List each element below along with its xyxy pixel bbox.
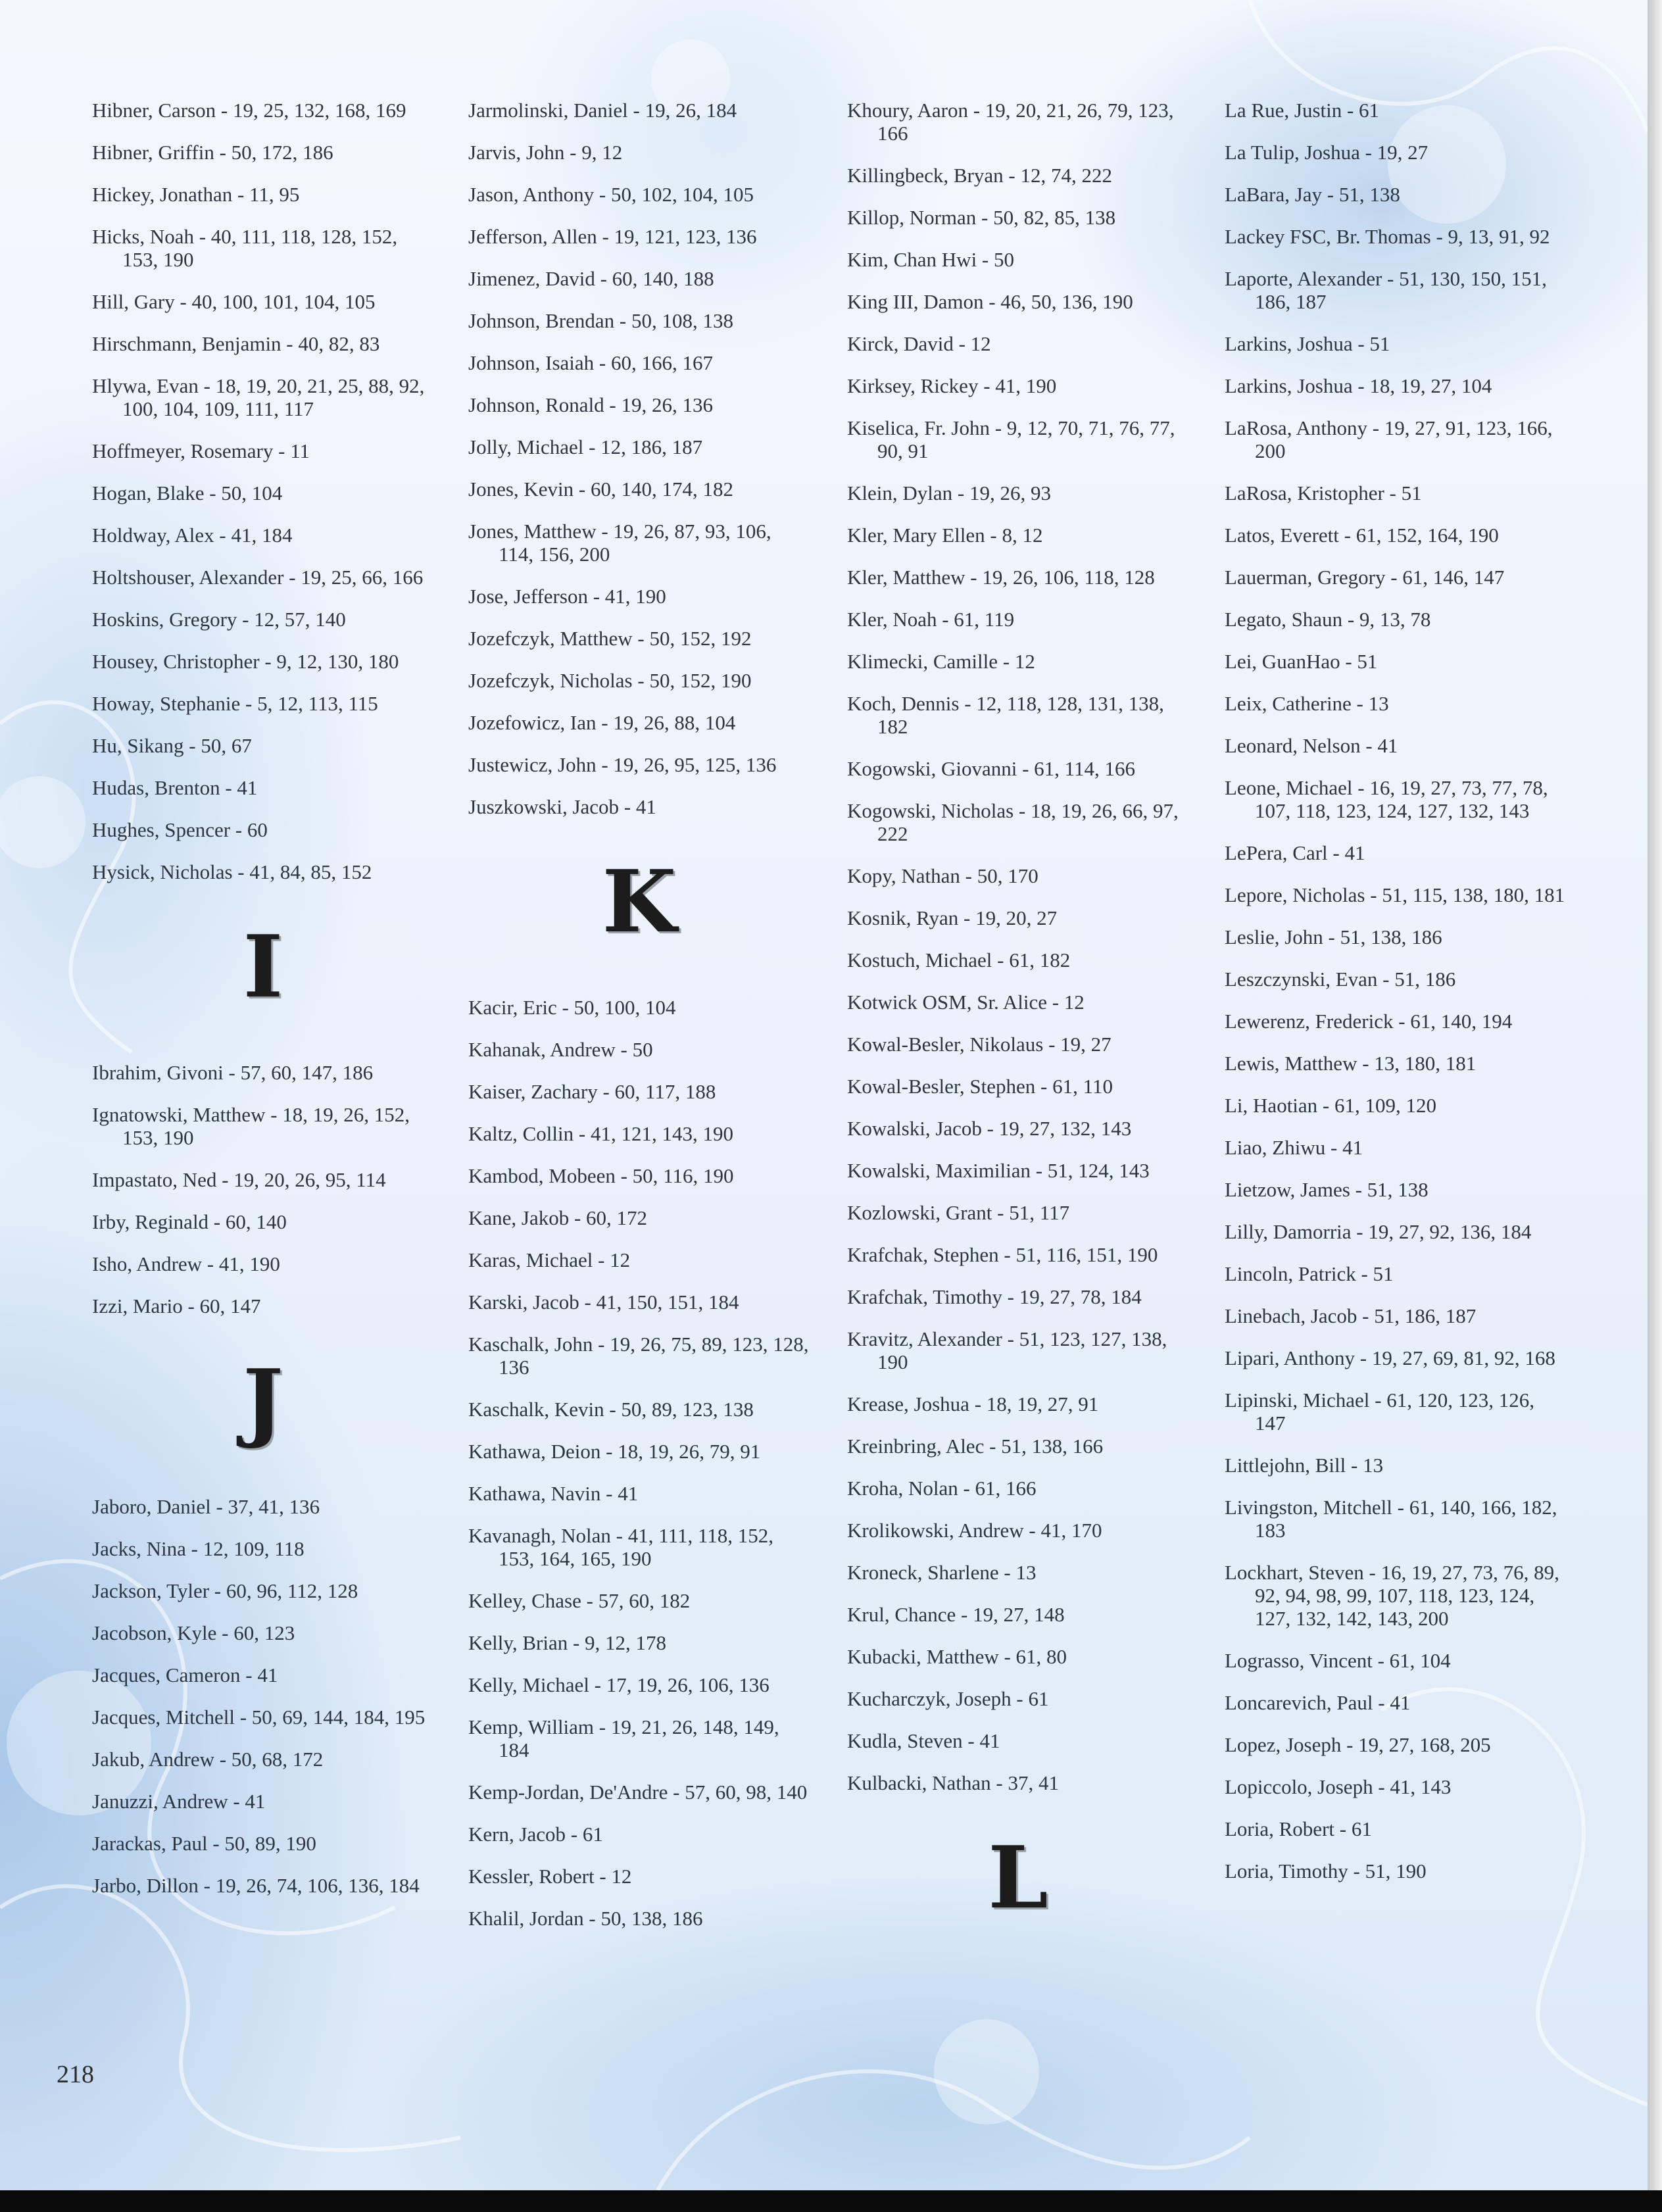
index-entry: Jaboro, Daniel - 37, 41, 136 (92, 1495, 320, 1518)
index-entry: Kowal-Besler, Stephen - 61, 110 (847, 1075, 1113, 1098)
index-entry: Legato, Shaun - 9, 13, 78 (1225, 608, 1431, 631)
index-entry: Kelly, Brian - 9, 12, 178 (468, 1631, 667, 1654)
index-entry: Khoury, Aaron - 19, 20, 21, 26, 79, 123, 166 (847, 99, 1174, 145)
index-entry: Jason, Anthony - 50, 102, 104, 105 (468, 183, 754, 206)
index-entry: Justewicz, John - 19, 26, 95, 125, 136 (468, 753, 777, 776)
index-entry: Hill, Gary - 40, 100, 101, 104, 105 (92, 290, 376, 313)
index-entry: Larkins, Joshua - 18, 19, 27, 104 (1225, 374, 1492, 397)
index-entry: Kirksey, Rickey - 41, 190 (847, 374, 1057, 397)
index-entry: Killingbeck, Bryan - 12, 74, 222 (847, 164, 1112, 187)
index-entry: Kaschalk, John - 19, 26, 75, 89, 123, 128, 136 (468, 1333, 809, 1379)
index-entry: Jozefowicz, Ian - 19, 26, 88, 104 (468, 711, 736, 734)
index-entry: Jacques, Cameron - 41 (92, 1663, 278, 1686)
index-entry: Kacir, Eric - 50, 100, 104 (468, 996, 676, 1019)
index-entry: Kogowski, Nicholas - 18, 19, 26, 66, 97, 222 (847, 799, 1179, 845)
index-entry: Kelly, Michael - 17, 19, 26, 106, 136 (468, 1673, 770, 1696)
index-entry: Kreinbring, Alec - 51, 138, 166 (847, 1435, 1104, 1458)
index-entry: Krafchak, Timothy - 19, 27, 78, 184 (847, 1285, 1142, 1308)
index-entry: Kroha, Nolan - 61, 166 (847, 1477, 1037, 1500)
index-entry: Koch, Dennis - 12, 118, 128, 131, 138, 182 (847, 692, 1164, 738)
index-entry: Hicks, Noah - 40, 111, 118, 128, 152, 153, 190 (92, 225, 398, 271)
index-entry: Hu, Sikang - 50, 67 (92, 734, 252, 757)
index-entry: Littlejohn, Bill - 13 (1225, 1454, 1384, 1477)
index-column-3 (847, 99, 1189, 1972)
index-entry: Kavanagh, Nolan - 41, 111, 118, 152, 153, 164, 165, 190 (468, 1524, 774, 1570)
index-entry: Kowal-Besler, Nikolaus - 19, 27 (847, 1033, 1112, 1056)
index-column-4 (1225, 99, 1567, 1902)
index-entry: Johnson, Brendan - 50, 108, 138 (468, 309, 733, 332)
index-entry: Hughes, Spencer - 60 (92, 818, 268, 841)
index-entry: Kane, Jakob - 60, 172 (468, 1206, 648, 1229)
index-entry: Ibrahim, Givoni - 57, 60, 147, 186 (92, 1061, 374, 1084)
index-entry: Leonard, Nelson - 41 (1225, 734, 1398, 757)
index-entry: Lopiccolo, Joseph - 41, 143 (1225, 1775, 1452, 1798)
index-entry: Lograsso, Vincent - 61, 104 (1225, 1649, 1451, 1672)
index-entry: Howay, Stephanie - 5, 12, 113, 115 (92, 692, 378, 715)
index-entry: Hoffmeyer, Rosemary - 11 (92, 439, 310, 462)
index-entry: Loria, Timothy - 51, 190 (1225, 1859, 1427, 1882)
page-edge (1648, 0, 1662, 2190)
index-entry: Leszczynski, Evan - 51, 186 (1225, 968, 1456, 991)
index-entry: Jozefczyk, Matthew - 50, 152, 192 (468, 627, 752, 650)
index-entry: Hibner, Carson - 19, 25, 132, 168, 169 (92, 99, 406, 122)
index-entry: Kahanak, Andrew - 50 (468, 1038, 653, 1061)
index-entry: Kirck, David - 12 (847, 332, 991, 355)
index-entry: Jarmolinski, Daniel - 19, 26, 184 (468, 99, 737, 122)
index-entry: Linebach, Jacob - 51, 186, 187 (1225, 1304, 1477, 1327)
index-entry: Johnson, Isaiah - 60, 166, 167 (468, 351, 713, 374)
index-entry: Kozlowski, Grant - 51, 117 (847, 1201, 1070, 1224)
index-entry: Killop, Norman - 50, 82, 85, 138 (847, 206, 1116, 229)
section-letter: J (243, 1350, 283, 1451)
index-entry: Kelley, Chase - 57, 60, 182 (468, 1589, 691, 1612)
index-entry: Jarvis, John - 9, 12 (468, 141, 623, 164)
index-entry: Lilly, Damorria - 19, 27, 92, 136, 184 (1225, 1220, 1532, 1243)
index-entry: Hudas, Brenton - 41 (92, 776, 258, 799)
index-entry: Kern, Jacob - 61 (468, 1823, 603, 1846)
index-entry: Kravitz, Alexander - 51, 123, 127, 138, 190 (847, 1327, 1167, 1373)
index-entry: Lauerman, Gregory - 61, 146, 147 (1225, 566, 1505, 589)
index-entry: Krul, Chance - 19, 27, 148 (847, 1603, 1065, 1626)
index-entry: Jimenez, David - 60, 140, 188 (468, 267, 714, 290)
index-entry: Housey, Christopher - 9, 12, 130, 180 (92, 650, 399, 673)
index-entry: Khalil, Jordan - 50, 138, 186 (468, 1907, 703, 1930)
index-entry: Ignatowski, Matthew - 18, 19, 26, 152, 153, 190 (92, 1103, 410, 1149)
index-entry: Jakub, Andrew - 50, 68, 172 (92, 1748, 324, 1771)
index-entry: Juszkowski, Jacob - 41 (468, 795, 656, 818)
index-entry: Lopez, Joseph - 19, 27, 168, 205 (1225, 1733, 1491, 1756)
index-entry: Lockhart, Steven - 16, 19, 27, 73, 76, 89, 92, 94, 98, 99, 107, 118, 123, 124, 127, 132, 142, 143, 200 (1225, 1561, 1559, 1630)
index-entry: King III, Damon - 46, 50, 136, 190 (847, 290, 1133, 313)
index-entry: Lietzow, James - 51, 138 (1225, 1178, 1429, 1201)
index-entry: Johnson, Ronald - 19, 26, 136 (468, 393, 713, 416)
index-entry: Hirschmann, Benjamin - 40, 82, 83 (92, 332, 380, 355)
index-entry: Kudla, Steven - 41 (847, 1729, 1000, 1752)
index-entry: Jones, Kevin - 60, 140, 174, 182 (468, 478, 733, 501)
index-entry: Krafchak, Stephen - 51, 116, 151, 190 (847, 1243, 1158, 1266)
index-entry: Laporte, Alexander - 51, 130, 150, 151, 186, 187 (1225, 267, 1547, 313)
index-entry: La Rue, Justin - 61 (1225, 99, 1380, 122)
index-entry: Irby, Reginald - 60, 140 (92, 1210, 287, 1233)
index-entry: Impastato, Ned - 19, 20, 26, 95, 114 (92, 1168, 386, 1191)
index-entry: Leix, Catherine - 13 (1225, 692, 1389, 715)
index-entry: Jefferson, Allen - 19, 121, 123, 136 (468, 225, 757, 248)
index-entry: Kopy, Nathan - 50, 170 (847, 864, 1039, 887)
index-entry: Lepore, Nicholas - 51, 115, 138, 180, 181 (1225, 883, 1565, 906)
section-letter: L (988, 1827, 1048, 1928)
index-entry: LaRosa, Anthony - 19, 27, 91, 123, 166, 200 (1225, 416, 1553, 462)
index-entry: Loria, Robert - 61 (1225, 1817, 1372, 1840)
index-entry: Hibner, Griffin - 50, 172, 186 (92, 141, 333, 164)
index-entry: Hickey, Jonathan - 11, 95 (92, 183, 300, 206)
index-entry: Krolikowski, Andrew - 41, 170 (847, 1519, 1102, 1542)
index-entry: Jones, Matthew - 19, 26, 87, 93, 106, 114, 156, 200 (468, 520, 771, 566)
index-entry: La Tulip, Joshua - 19, 27 (1225, 141, 1429, 164)
index-entry: Jolly, Michael - 12, 186, 187 (468, 435, 703, 458)
index-entry: Jose, Jefferson - 41, 190 (468, 585, 666, 608)
index-entry: Jackson, Tyler - 60, 96, 112, 128 (92, 1579, 358, 1602)
index-entry: Jacobson, Kyle - 60, 123 (92, 1621, 295, 1644)
index-entry: Latos, Everett - 61, 152, 164, 190 (1225, 524, 1499, 547)
index-entry: Jarackas, Paul - 50, 89, 190 (92, 1832, 316, 1855)
index-entry: Lincoln, Patrick - 51 (1225, 1262, 1394, 1285)
index-entry: Kambod, Mobeen - 50, 116, 190 (468, 1164, 734, 1187)
index-entry: LaRosa, Kristopher - 51 (1225, 481, 1422, 504)
index-entry: Kroneck, Sharlene - 13 (847, 1561, 1037, 1584)
page-number: 218 (57, 2061, 94, 2088)
scan-border (0, 2190, 1662, 2212)
index-entry: Kosnik, Ryan - 19, 20, 27 (847, 906, 1058, 929)
index-entry: Holtshouser, Alexander - 19, 25, 66, 166 (92, 566, 424, 589)
index-entry: Kathawa, Navin - 41 (468, 1482, 639, 1505)
index-entry: Kler, Matthew - 19, 26, 106, 118, 128 (847, 566, 1155, 589)
index-entry: Jacques, Mitchell - 50, 69, 144, 184, 195 (92, 1706, 426, 1729)
index-entry: Kessler, Robert - 12 (468, 1865, 632, 1888)
index-entry: Kler, Mary Ellen - 8, 12 (847, 524, 1043, 547)
index-entry: Hoskins, Gregory - 12, 57, 140 (92, 608, 346, 631)
index-entry: Kemp-Jordan, De'Andre - 57, 60, 98, 140 (468, 1781, 808, 1804)
section-letter: K (602, 851, 677, 952)
index-column-2 (468, 99, 810, 1949)
index-entry: Karas, Michael - 12 (468, 1248, 631, 1271)
index-entry: Holdway, Alex - 41, 184 (92, 524, 293, 547)
index-entry: Izzi, Mario - 60, 147 (92, 1294, 261, 1317)
index-entry: Larkins, Joshua - 51 (1225, 332, 1390, 355)
index-entry: Leslie, John - 51, 138, 186 (1225, 925, 1442, 948)
section-letter: I (243, 916, 283, 1017)
index-entry: Kotwick OSM, Sr. Alice - 12 (847, 991, 1085, 1014)
index-entry: Lewis, Matthew - 13, 180, 181 (1225, 1052, 1477, 1075)
index-entry: Lei, GuanHao - 51 (1225, 650, 1378, 673)
index-entry: Kaiser, Zachary - 60, 117, 188 (468, 1080, 716, 1103)
index-entry: Jarbo, Dillon - 19, 26, 74, 106, 136, 184 (92, 1874, 420, 1897)
index-entry: Kim, Chan Hwi - 50 (847, 248, 1015, 271)
index-entry: Karski, Jacob - 41, 150, 151, 184 (468, 1290, 739, 1314)
index-entry: LaBara, Jay - 51, 138 (1225, 183, 1400, 206)
index-entry: Kiselica, Fr. John - 9, 12, 70, 71, 76, 77, 90, 91 (847, 416, 1175, 462)
index-column-1 (92, 99, 434, 1916)
index-entry: LePera, Carl - 41 (1225, 841, 1365, 864)
index-entry: Jozefczyk, Nicholas - 50, 152, 190 (468, 669, 752, 692)
index-entry: Leone, Michael - 16, 19, 27, 73, 77, 78, 107, 118, 123, 124, 127, 132, 143 (1225, 776, 1548, 822)
index-entry: Liao, Zhiwu - 41 (1225, 1136, 1363, 1159)
index-entry: Li, Haotian - 61, 109, 120 (1225, 1094, 1437, 1117)
index-entry: Loncarevich, Paul - 41 (1225, 1691, 1411, 1714)
index-entry: Januzzi, Andrew - 41 (92, 1790, 266, 1813)
index-entry: Krease, Joshua - 18, 19, 27, 91 (847, 1392, 1099, 1415)
index-entry: Kucharczyk, Joseph - 61 (847, 1687, 1049, 1710)
index-entry: Kemp, William - 19, 21, 26, 148, 149, 184 (468, 1715, 779, 1761)
index-entry: Lewerenz, Frederick - 61, 140, 194 (1225, 1010, 1513, 1033)
index-entry: Kathawa, Deion - 18, 19, 26, 79, 91 (468, 1440, 761, 1463)
index-entry: Kostuch, Michael - 61, 182 (847, 948, 1071, 971)
index-entry: Klein, Dylan - 19, 26, 93 (847, 481, 1051, 504)
index-entry: Hysick, Nicholas - 41, 84, 85, 152 (92, 860, 372, 883)
index-entry: Klimecki, Camille - 12 (847, 650, 1035, 673)
index-entry: Lipari, Anthony - 19, 27, 69, 81, 92, 168 (1225, 1346, 1555, 1369)
index-entry: Kaschalk, Kevin - 50, 89, 123, 138 (468, 1398, 754, 1421)
index-entry: Isho, Andrew - 41, 190 (92, 1252, 280, 1275)
index-entry: Livingston, Mitchell - 61, 140, 166, 182, 183 (1225, 1496, 1557, 1542)
index-entry: Kubacki, Matthew - 61, 80 (847, 1645, 1067, 1668)
index-entry: Kulbacki, Nathan - 37, 41 (847, 1771, 1059, 1794)
index-entry: Hlywa, Evan - 18, 19, 20, 21, 25, 88, 92, 100, 104, 109, 111, 117 (92, 374, 425, 420)
index-entry: Lipinski, Michael - 61, 120, 123, 126, 147 (1225, 1389, 1534, 1435)
index-entry: Kler, Noah - 61, 119 (847, 608, 1015, 631)
index-entry: Kogowski, Giovanni - 61, 114, 166 (847, 757, 1135, 780)
index-entry: Jacks, Nina - 12, 109, 118 (92, 1537, 305, 1560)
index-entry: Hogan, Blake - 50, 104 (92, 481, 283, 504)
index-entry: Lackey FSC, Br. Thomas - 9, 13, 91, 92 (1225, 225, 1550, 248)
index-entry: Kowalski, Maximilian - 51, 124, 143 (847, 1159, 1150, 1182)
index-entry: Kaltz, Collin - 41, 121, 143, 190 (468, 1122, 733, 1145)
index-entry: Kowalski, Jacob - 19, 27, 132, 143 (847, 1117, 1132, 1140)
